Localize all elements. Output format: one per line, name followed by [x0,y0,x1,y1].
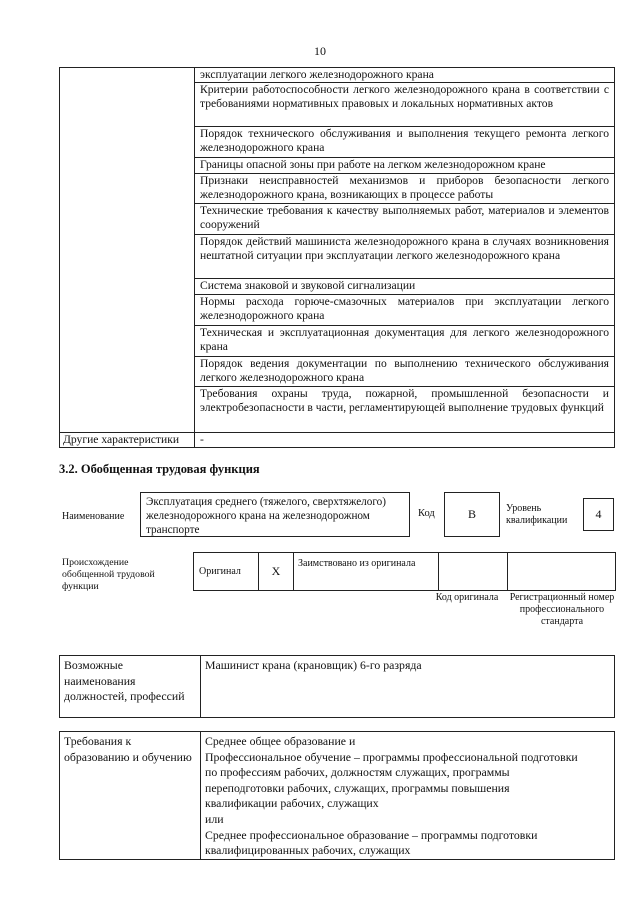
original-label: Оригинал [194,553,259,591]
table-cell: Система знаковой и звуковой сигнализации [195,279,615,295]
reg-number-caption: Регистрационный номер профессионального стандарта [509,592,615,627]
other-characteristics-label: Другие характеристики [60,433,195,448]
education-line: квалифицированных рабочих, служащих [205,843,411,858]
education-value [201,732,615,860]
table-cell: Критерии работоспособности легкого железнодорожного крана в соответствии с требованиями нормативных правовых и локальных нормативных актов [195,83,615,127]
table-cell: Порядок технического обслуживания и выполнения текущего ремонта легкого железнодорожного крана [195,127,615,158]
education-line: переподготовки рабочих, служащих, программы повышения [205,780,510,795]
level-value-box: 4 [583,498,614,531]
function-name-box: Эксплуатация среднего (тяжелого, сверхтяжелого) железнодорожного крана на железнодорожном транспорте [140,492,410,537]
education-line: Среднее общее образование и [205,734,356,748]
positions-label: Возможные наименования должностей, профессий [60,656,201,718]
section-title: 3.2. Обобщенная трудовая функция [59,462,260,476]
table-cell: Техническая и эксплуатационная документация для легкого железнодорожного крана [195,326,615,357]
table-cell: Порядок действий машиниста железнодорожного крана в случаях возникновения нештатной ситуации при эксплуатации легкого железнодорожного крана [195,235,615,279]
code-original-caption: Код оригинала [435,592,499,603]
other-characteristics-value: - [195,433,615,448]
competency-table [59,67,615,448]
code-label: Код [418,508,435,519]
education-line: квалификации рабочих, служащих [205,796,379,811]
code-value-box: В [444,492,500,537]
table-row [194,553,616,591]
page-number: 10 [314,44,326,58]
table-row [60,656,615,718]
education-line: Среднее профессиональное образование – программы подготовки [205,827,538,842]
table-cell: Требования охраны труда, пожарной, промышленной безопасности и электробезопасности в части, регламентирующей выполнение трудовых функций [195,387,615,433]
education-table [59,731,615,860]
origin-grid [193,552,616,591]
level-label: Уровень квалификации [506,503,568,526]
original-mark: X [259,553,294,591]
education-label: Требования к образованию и обучению [60,732,201,860]
education-line: Профессиональное обучение – программы профессиональной подготовки [205,749,578,764]
table-cell: Нормы расхода горюче-смазочных материалов при эксплуатации легкого железнодорожного крана [195,295,615,326]
positions-value: Машинист крана (крановщик) 6-го разряда [201,656,615,718]
reg-number-cell [508,553,616,591]
education-line: по профессиям рабочих, должностям служащих, программы [205,765,510,780]
code-original-cell [439,553,508,591]
education-line: или [205,811,224,826]
table-row [60,68,615,83]
left-empty-cell [60,68,195,433]
table-cell: Признаки неисправностей механизмов и приборов безопасности легкого железнодорожного крана, возникающих в процессе работы [195,174,615,204]
table-row [60,433,615,448]
positions-table [59,655,615,718]
table-row [60,732,615,860]
origin-label: Происхождение обобщенной трудовой функции [62,557,155,592]
name-label: Наименование [62,511,125,522]
table-cell: Границы опасной зоны при работе на легком железнодорожном кране [195,158,615,174]
table-cell: Технические требования к качеству выполняемых работ, материалов и элементов сооружений [195,204,615,235]
borrowed-label: Заимствовано из оригинала [294,553,439,591]
table-cell: Порядок ведения документации по выполнению технического обслуживания легкого железнодорожного крана [195,357,615,387]
table-cell: эксплуатации легкого железнодорожного крана [195,68,615,83]
